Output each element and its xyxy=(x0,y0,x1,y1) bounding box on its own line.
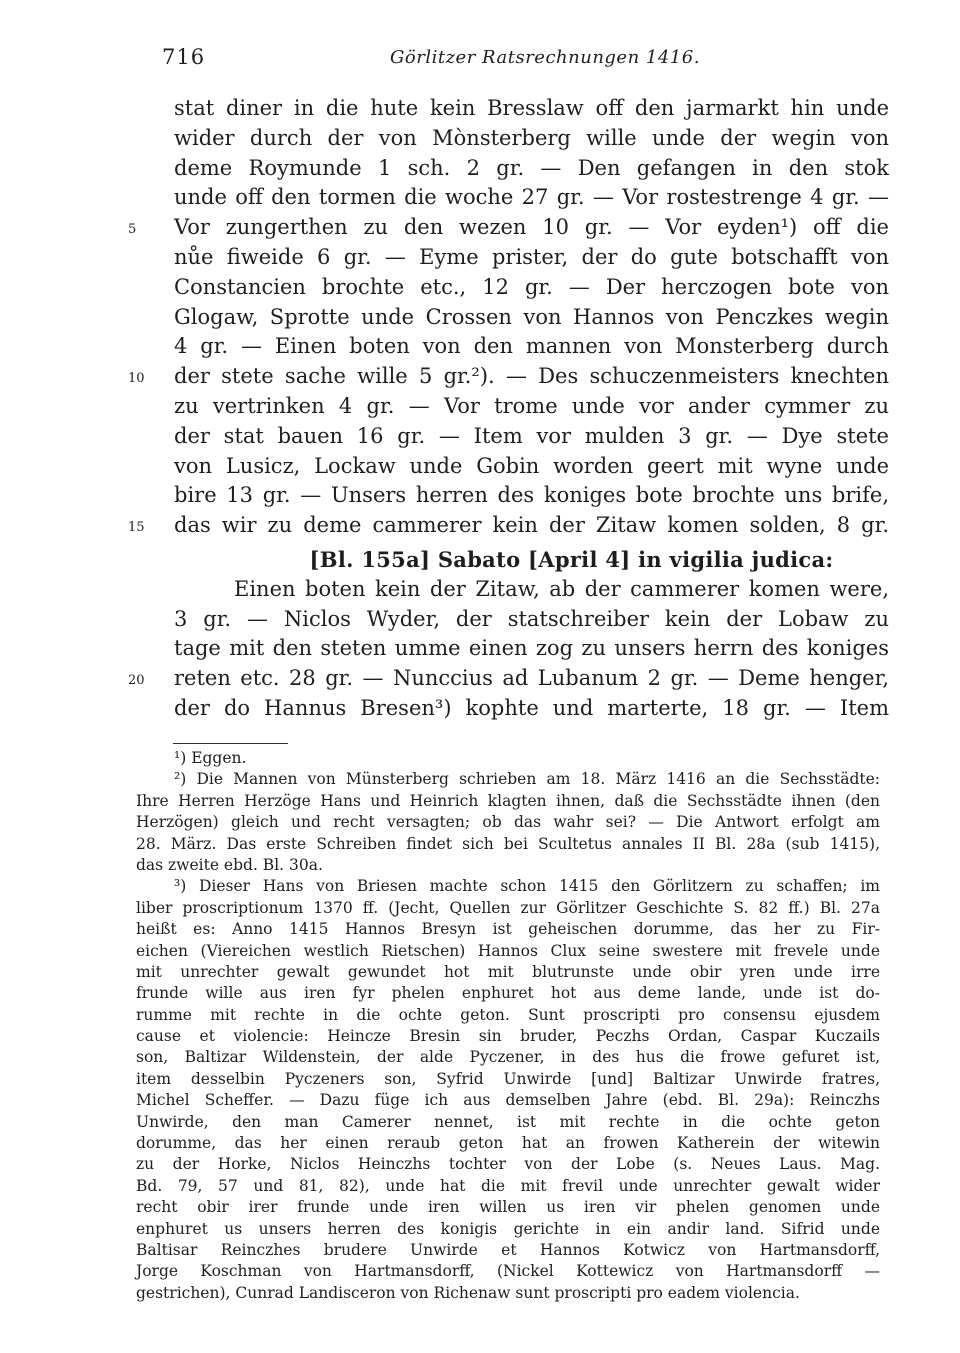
text-line: von Lusicz, Lockaw unde Gobin worden geert mit wyne unde xyxy=(174,453,889,478)
footnote-2-line: 28. März. Das erste Schreiben findet sich bei Scultetus annales II Bl. 28a (sub 1415), xyxy=(136,834,880,853)
footnote-3-line: ³) Dieser Hans von Briesen machte schon 1415 den Görlitzern zu schaffen; im xyxy=(174,877,880,896)
footnote-3-line: frunde wille aus iren fyr phelen enphuret hot aus deme lande, unde ist do- xyxy=(136,984,880,1003)
text-line-10 xyxy=(128,362,889,392)
text-line: 4 gr. — Einen boten von den mannen von Monsterberg durch xyxy=(174,334,889,359)
line-number: 20 xyxy=(128,673,145,689)
footnote-3-line: rumme mit rechte in die ochte geton. Sunt proscripti pro consensu ejusdem xyxy=(136,1005,880,1024)
footnote-2-line: das zweite ebd. Bl. 30a. xyxy=(136,855,323,874)
footnotes xyxy=(136,748,880,1304)
footnote-1: ¹) Eggen. xyxy=(174,749,247,767)
page-number: 716 xyxy=(162,45,206,69)
footnote-separator xyxy=(173,743,288,744)
line-text: das wir zu deme cammerer kein der Zitaw komen solden, 8 gr. xyxy=(174,513,889,538)
text-line: 3 gr. — Niclos Wyder, der statschreiber kein der Lobaw zu xyxy=(174,606,889,631)
line-text: reten etc. 28 gr. — Nunccius ad Lubanum 2 gr. — Deme henger, xyxy=(174,666,889,691)
line-number: 10 xyxy=(128,371,145,387)
text-line: der stat bauen 16 gr. — Item vor mulden 3 gr. — Dye stete xyxy=(174,423,889,448)
text-line: deme Roymunde 1 sch. 2 gr. — Den gefangen in den stok xyxy=(174,155,889,180)
footnote-3-line: zu der Horke, Niclos Heinczhs tochter von der Lobe (s. Neues Laus. Mag. xyxy=(136,1155,880,1174)
footnote-3-line: liber proscriptionum 1370 ff. (Jecht, Quellen zur Görlitzer Geschichte S. 82 ff.) Bl. 27a xyxy=(136,898,880,917)
footnote-3-line: mit unrechter gewalt gewundet hot mit blutrunste unde obir yren unde irre xyxy=(136,962,880,981)
text-line: zu vertrinken 4 gr. — Vor trome unde vor ander cymmer zu xyxy=(174,393,889,418)
footnote-3-line: recht obir irer frunde unde iren willen us iren vir phelen genomen unde xyxy=(136,1198,880,1217)
text-line: Constancien brochte etc., 12 gr. — Der herczogen bote von xyxy=(174,274,889,299)
footnote-3-line: eichen (Viereichen westlich Rietschen) Hannos Clux seine swestere mit frevele unde xyxy=(136,941,880,960)
running-head: Görlitzer Ratsrechnungen 1416. xyxy=(390,47,700,68)
footnote-3-line: cause et violencie: Heincze Bresin sin bruder, Peczhs Ordan, Caspar Kuczails xyxy=(136,1027,880,1046)
footnote-3-line: Jorge Koschman von Hartmansdorff, (Nickel Kottewicz von Hartmansdorff — xyxy=(136,1262,880,1281)
footnote-2-line: Herzögen) gleich und recht versagten; ob das wahr sei? — Die Antwort erfolgt am xyxy=(136,813,880,832)
text-line: der do Hannus Bresen³) kophte und marterte, 18 gr. — Item xyxy=(174,695,889,720)
footnote-3-line: heißt es: Anno 1415 Hannos Bresyn ist geheischen dorumme, das her zu Fir- xyxy=(136,920,880,939)
footnote-3-line: Unwirde, den man Camerer nennet, ist mit rechte in die ochte geton xyxy=(136,1112,880,1131)
footnote-3-line: Bd. 79, 57 und 81, 82), unde hat die mit frevil unde unrechter gewalt wider xyxy=(136,1176,880,1195)
footnote-3-line: enphuret us unsers herren des konigis gerichte in ein andir land. Sifrid unde xyxy=(136,1219,880,1238)
text-line: Einen boten kein der Zitaw, ab der cammerer komen were, xyxy=(234,576,889,601)
line-text: der stete sache wille 5 gr.²). — Des schuczenmeisters knechten xyxy=(174,364,889,389)
text-line: wider durch der von Mònsterberg wille unde der wegin von xyxy=(174,125,889,150)
section-heading: [Bl. 155a] Sabato [April 4] in vigilia judica: xyxy=(309,546,834,572)
text-line: Glogaw, Sprotte unde Crossen von Hannos von Penczkes wegin xyxy=(174,304,889,329)
footnote-3-line: son, Baltizar Wildenstein, der alde Pyczener, in des hus die frowe gefuret ist, xyxy=(136,1048,880,1067)
footnote-3-line: Baltisar Reinczhes brudere Unwirde et Hannos Kotwicz von Hartmansdorff, xyxy=(136,1240,880,1259)
text-line: stat diner in die hute kein Bresslaw off den jarmarkt hin unde xyxy=(174,96,889,120)
footnote-3-line: dorumme, das her einen reraub geton hat an frowen Katherein der witewin xyxy=(136,1134,880,1153)
text-line: unde off den tormen die woche 27 gr. — Vor rostestrenge 4 gr. — xyxy=(174,185,889,210)
footnote-3-line: gestrichen), Cunrad Landisceron von Richenaw sunt proscripti pro eadem violencia. xyxy=(136,1283,800,1302)
footnote-3-line: item desselbin Pyczeners son, Syfrid Unwirde [und] Baltizar Unwirde fratres, xyxy=(136,1069,880,1088)
text-line: tage mit den steten umme einen zog zu unsers herrn des koniges xyxy=(174,636,889,661)
footnote-2-line: ²) Die Mannen von Münsterberg schrieben am 18. März 1416 an die Sechsstädte: xyxy=(174,770,880,789)
text-line: bire 13 gr. — Unsers herren des koniges bote brochte uns brife, xyxy=(174,483,889,508)
text-line-5 xyxy=(128,213,889,243)
footnote-3-line: Michel Scheffer. — Dazu füge ich aus demselben Jahre (ebd. Bl. 29a): Reinczhs xyxy=(136,1091,880,1110)
text-line: nůe fiweide 6 gr. — Eyme prister, der do gute botschafft von xyxy=(174,244,889,269)
line-text: Vor zungerthen zu den wezen 10 gr. — Vor eyden¹) off die xyxy=(174,215,889,240)
text-line-15 xyxy=(128,511,889,541)
line-number: 5 xyxy=(128,222,137,238)
main-text xyxy=(128,94,889,724)
text-line-20 xyxy=(128,664,889,694)
line-number: 15 xyxy=(128,520,145,536)
footnote-2-line: Ihre Herren Herzöge Hans und Heinrich klagten ihnen, daß die Sechsstädte ihnen (den xyxy=(136,791,880,810)
